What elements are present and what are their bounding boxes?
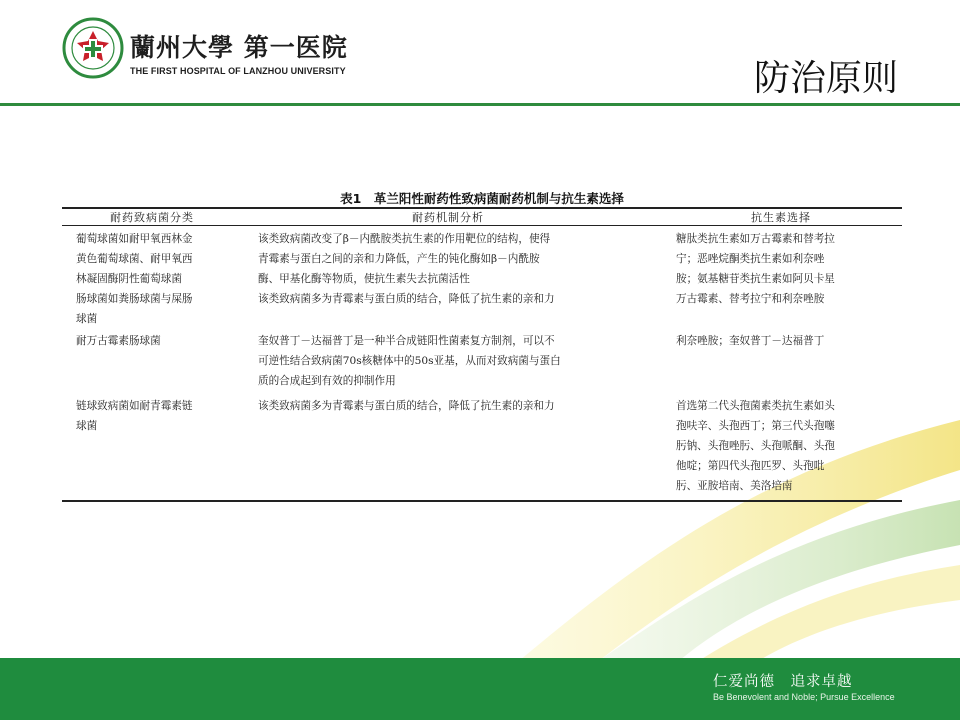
cell-line: 林凝固酶阴性葡萄球菌 [76, 273, 182, 285]
cell-line: 该类致病菌多为青霉素与蛋白质的结合，降低了抗生素的亲和力 [258, 293, 555, 305]
cell-line: 酶、甲基化酶等物质，使抗生素失去抗菌活性 [258, 273, 470, 285]
hospital-name-en: THE FIRST HOSPITAL OF LANZHOU UNIVERSITY [130, 66, 346, 76]
cell-line: 奎奴普丁－达福普丁是一种半合成链阳性菌素复方制剂，可以不 [258, 335, 555, 347]
cell-line: 链球致病菌如耐青霉素链 [76, 400, 193, 412]
cell-line: 球菌 [76, 313, 98, 325]
cell-line: 可逆性结合致病菌70s核糖体中的50s亚基，从而对致病菌与蛋白 [258, 355, 561, 367]
table-header-rule [62, 225, 902, 226]
table-cell [76, 229, 241, 289]
cell-line: 黄色葡萄球菌、耐甲氧西 [76, 253, 193, 265]
table-cell [676, 396, 886, 496]
footer-slogan-en: Be Benevolent and Noble; Pursue Excellence [713, 692, 895, 702]
table-cell [76, 396, 241, 436]
cell-line: 糖肽类抗生素如万古霉素和替考拉 [676, 233, 835, 245]
table-cell [76, 331, 241, 351]
cell-line: 肟、亚胺培南、美洛培南 [676, 480, 793, 492]
hospital-logo [62, 17, 124, 79]
column-header: 耐药致病菌分类 [110, 211, 194, 224]
hospital-name-cn: 蘭州大學 第一医院 [130, 33, 348, 62]
table-cell [258, 229, 638, 289]
footer-slogan-cn: 仁爱尚德 追求卓越 [713, 674, 853, 690]
cell-line: 首选第二代头孢菌素类抗生素如头 [676, 400, 835, 412]
cell-line: 耐万古霉素肠球菌 [76, 335, 161, 347]
table-bottom-rule [62, 500, 902, 502]
column-header: 耐药机制分析 [412, 211, 484, 224]
cell-line: 宁；恶唑烷酮类抗生素如利奈唑 [676, 253, 825, 265]
table-cell [258, 289, 638, 309]
slide-title: 防治原则 [753, 58, 898, 99]
cell-line: 万古霉素、替考拉宁和利奈唑胺 [676, 293, 825, 305]
cell-line: 他啶；第四代头孢匹罗、头孢吡 [676, 460, 825, 472]
cell-line: 葡萄球菌如耐甲氧西林金 [76, 233, 193, 245]
table-cell [676, 229, 886, 309]
cell-line: 青霉素与蛋白之间的亲和力降低，产生的钝化酶如β－内酰胺 [258, 253, 540, 265]
column-header: 抗生素选择 [751, 211, 811, 224]
cell-line: 肠球菌如粪肠球菌与屎肠 [76, 293, 193, 305]
cell-line: 利奈唑胺；奎奴普丁－达福普丁 [676, 335, 825, 347]
header-divider [0, 103, 960, 106]
cell-line: 该类致病菌多为青霉素与蛋白质的结合，降低了抗生素的亲和力 [258, 400, 555, 412]
cell-line: 质的合成起到有效的抑制作用 [258, 375, 396, 387]
cell-line: 球菌 [76, 420, 98, 432]
table-cell [258, 396, 638, 416]
table-cell [258, 331, 638, 391]
cell-line: 肟钠、头孢唑肟、头孢哌酮、头孢 [676, 440, 835, 452]
table-cell [76, 289, 241, 329]
cell-line: 胺；氨基糖苷类抗生素如阿贝卡星 [676, 273, 835, 285]
cell-line: 孢呋辛、头孢西丁；第三代头孢噻 [676, 420, 835, 432]
table-cell [676, 331, 886, 351]
table-caption: 表1 革兰阳性耐药性致病菌耐药机制与抗生素选择 [340, 191, 624, 206]
cell-line: 该类致病菌改变了β－内酰胺类抗生素的作用靶位的结构，使得 [258, 233, 551, 245]
